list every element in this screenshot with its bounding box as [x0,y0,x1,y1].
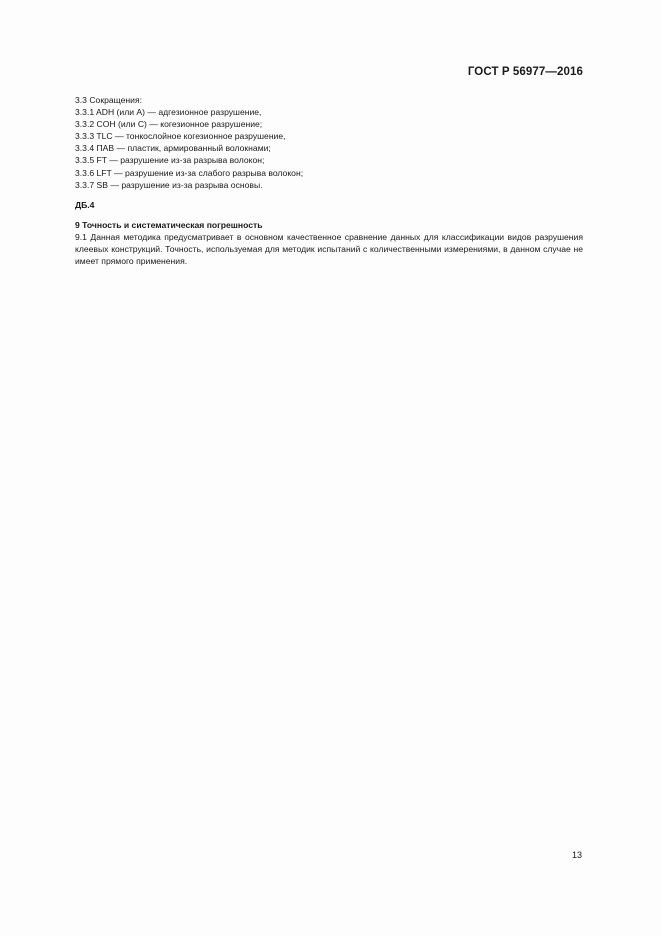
abbreviation-item: 3.3.3 TLC — тонкослойное когезионное разрушение, [75,131,286,142]
abbreviation-item: 3.3.1 ADH (или A) — адгезионное разрушение, [75,107,262,118]
page-content [75,94,583,267]
abbreviation-item: 3.3.2 COH (или C) — когезионное разрушение; [75,119,263,130]
page-number: 13 [571,850,582,860]
abbreviation-item: 3.3.6 LFT — разрушение из-за слабого разрыва волокон; [75,167,304,178]
section-9-1-paragraph: 9.1 Данная методика предусматривает в основном качественное сравнение данных для классификации видов разрушения клеевых конструкций. Точность, используемая для методик испытаний с количественными измерениями, в данном случае не имеет прямого применения. [75,231,583,267]
abbreviation-item: 3.3.4 ПАВ — пластик, армированный волокнами; [75,143,271,154]
abbreviation-item: 3.3.5 FT — разрушение из-за разрыва волокон; [75,155,265,166]
appendix-section-label: ДБ.4 [75,199,95,210]
abbreviation-item: 3.3.7 SB — разрушение из-за разрыва основы. [75,179,263,190]
document-standard-id: ГОСТ Р 56977—2016 [467,66,583,78]
abbreviations-title: 3.3 Сокращения: [75,95,142,105]
section-9-heading: 9 Точность и систематическая погрешность [75,219,263,230]
